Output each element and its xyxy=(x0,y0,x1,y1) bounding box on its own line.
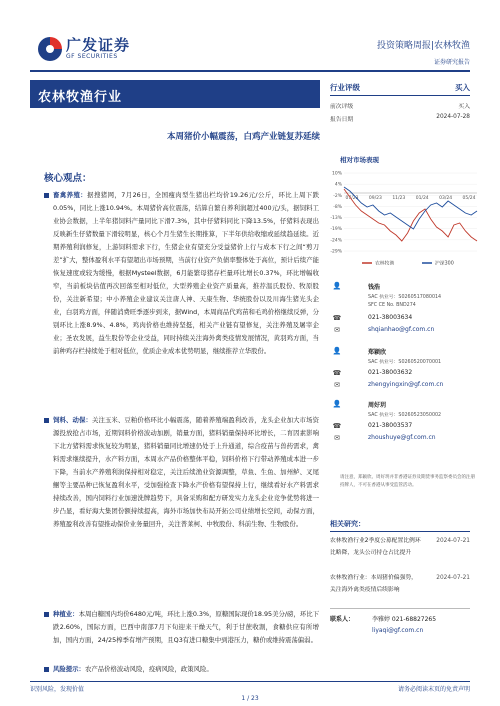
y-tick-label: -29% xyxy=(330,249,342,255)
legend-label: 沪深300 xyxy=(435,261,454,267)
rating-label: 行业评级 xyxy=(330,83,360,92)
bullet-head: 饲料、动保： xyxy=(53,416,92,424)
bullet-risk xyxy=(44,663,319,676)
footer-disclaimer-note: 请务必阅读末页的免责声明 xyxy=(397,686,470,693)
y-tick-label: -19% xyxy=(330,227,342,233)
related-item-date: 2024-07-21 xyxy=(436,538,470,544)
contact-name-phone: 李雅婷 021-68827265 xyxy=(372,616,437,623)
analyst-email[interactable]: shqianhao@gf.com.cn xyxy=(368,326,435,333)
rating-row-label: 前次评级 xyxy=(330,104,354,110)
bullet-feed xyxy=(44,414,319,531)
bullet-text: 据搜猪网，7月26日，全国瘦肉型生猪出栏均价19.26元/公斤，环比上周下跌0.05%，同比上涨10.94%。本周猪价高位震荡，结算自繁自养利润超过400元/头，据饲料工业协会数据，上半年猪饲料产量同比下滑7.3%，其中仔猪料同比下降13.5%，仔猪料表现出反映新生仔猪数量下滑较明显，核心个月生猪生长期推算，下半年供给收缩或延续趋延续。近期养殖利润修复，上游饲料需求下行，生猪企业有望充分受益猪价上行与成本下行之间“剪刀差”扩大，整体盈利水平有望超出市场预期，当前行业资产负债率整体处于高位，预计后续产能恢复速度或较为缓慢，根据Mysteel数据，6月能繁母猪存栏量环比增长0.37%，环比增幅收窄，当前板块估值再次回落至相对低位，大型养殖企业资产质量高，推荐温氏股份、牧原股份，关注新希望；中小养殖企业建议关注唐人神、天康生物、华统股份以及川海生猪光头企业，白羽鸡方面，伴随消费旺季逐步到来，据Wind，本周商品代鸡苗和毛鸡价格继续反弹，分别环比上涨8.9%、4.8%，鸡肉价格也维持坚挺，相关产业链有望修复，关注养殖及屠宰企业；圣农发展，益生股份等企业受益，同时持续关注海外禽类疫情发展情况，黄羽鸡方面，当前种鸡存栏持续处于相对低位，优质企业成本优势明显，继续推荐立华股份。 xyxy=(53,191,319,355)
x-tick-label: 11/23 xyxy=(392,196,406,201)
phone-icon: ☎ xyxy=(332,314,342,322)
related-item[interactable] xyxy=(330,535,470,559)
footer-divider xyxy=(30,681,470,682)
contact-email[interactable]: liyaqi@gf.com.cn xyxy=(372,627,424,634)
rating-row-date xyxy=(330,112,470,124)
analyst-name: 钱浩 xyxy=(368,284,381,291)
analyst-sac: SAC 执业号：S0260517080014 xyxy=(368,295,442,300)
bullet-head: 畜禽养殖： xyxy=(53,191,88,199)
rating-row-value: 2024-07-28 xyxy=(436,114,470,120)
x-tick-label: 07/23 xyxy=(345,196,359,201)
x-tick-label: 01/24 xyxy=(415,196,429,201)
rating-row-label: 报告日期 xyxy=(330,117,354,123)
bullet-planting xyxy=(44,608,319,647)
related-item-date: 2024-07-21 xyxy=(436,575,470,581)
y-tick-label: -8% xyxy=(333,204,342,210)
y-tick-label: 4% xyxy=(334,182,342,188)
series-line-agri xyxy=(344,189,477,241)
bullet-head: 种植业： xyxy=(53,610,79,618)
x-tick-label: 09/23 xyxy=(368,196,382,201)
analyst-phone: 021-38003634 xyxy=(368,314,413,321)
related-research-heading: 相关研究： xyxy=(330,520,365,528)
rating-header xyxy=(330,80,470,96)
gf-logo-icon xyxy=(37,36,63,62)
bullet-head: 风险提示： xyxy=(53,665,85,673)
core-view-heading: 核心观点： xyxy=(44,173,92,184)
report-type: 证券研究报告 xyxy=(433,59,470,66)
related-item-text[interactable]: 农林牧渔行业：本周猪价偏强势，关注海外禽类疫情后续影响 xyxy=(330,575,417,593)
mail-icon: ✉ xyxy=(334,434,340,442)
bullet-text: 关注玉米、豆粕价格环比小幅震荡，随着养殖端盈利改善，龙头企业加大市场资源投放抢占市场，近期饲料价格波动加剧，销量方面，猪料销量保持环比增长，二育因素影响下北方猪料需求恢复较为明显，猪料销量同比增速仍处于上升通道，综合疫苗与兽药需求，禽料需求继续提升，水产料方面，本周水产品价格整体平稳，饲料价格下行带动养殖成本进一步下降，当前水产养殖利润保持相对稳定，关注后续渔业资源调整，草鱼、生鱼、加州鲈、叉尾鮰等主要品种已恢复盈利水平，受加强检查下降水产价格有望保持上行，继续看好水产料需求持续改善，国内饲料行业加速洗牌趋势下，具备采购和配方研发实力龙头企业竞争优势将进一步凸显，看好海大集团份额持续提高，海外市场加快布局开拓公司业绩增长空间，动保方面，养殖盈利改善有望推动保价业务量回升，关注普莱柯、中牧股份、科前生物、生物股份。 xyxy=(53,416,320,528)
bullet-marker-icon xyxy=(44,418,49,423)
analyst-name: 郑颖欣 xyxy=(368,349,387,356)
analyst-disclaimer: 请注意，郑颖欣、周好玥并非香港证券及期货事务监察委员会的注册持牌人，不可在香港从事受监管活动。 xyxy=(340,475,475,488)
relative-performance-chart xyxy=(322,165,482,270)
report-subtitle: 本周猪价小幅震荡，白鸡产业链复苏延续 xyxy=(166,132,320,142)
bullet-text: 农产品价格波动风险，疫病风险，政策风险。 xyxy=(84,665,213,673)
phone-icon: ☎ xyxy=(332,369,342,377)
related-item[interactable] xyxy=(330,572,470,596)
analyst-sac: SAC 执业号：S0260523050002 xyxy=(368,413,442,418)
series-line-csi300 xyxy=(344,187,477,229)
legend-label: 农林牧渔 xyxy=(375,261,395,267)
y-tick-label: -13% xyxy=(330,216,342,222)
analyst-phone: 021-38003537 xyxy=(368,422,413,429)
phone-icon: ☎ xyxy=(332,422,342,430)
logo-en: GF SECURITIES xyxy=(66,53,118,60)
y-tick-label: -2% xyxy=(333,193,342,199)
y-tick-label: -24% xyxy=(330,238,342,244)
analyst-phone: 021-38003632 xyxy=(368,369,413,376)
footer-slogan: 识别风险，发现价值 xyxy=(30,686,85,693)
analyst-sfc: SFC CE No. BND274 xyxy=(368,303,416,308)
bullet-livestock xyxy=(44,189,319,358)
rating-value: 买入 xyxy=(455,83,470,92)
x-tick-label: 05/24 xyxy=(462,196,476,201)
related-divider xyxy=(330,531,470,532)
page-number: 1 / 23 xyxy=(241,695,259,702)
related-item-text[interactable]: 农林牧渔行业2季度公募配置比例环比略降，龙头公司持仓占比提升 xyxy=(330,538,421,556)
mail-icon: ✉ xyxy=(334,326,340,334)
chart-title: 相对市场表现 xyxy=(340,156,379,164)
analyst-email[interactable]: zhoushuye@gf.com.cn xyxy=(368,434,436,441)
analyst-name: 周好玥 xyxy=(368,402,387,409)
analyst-email[interactable]: zhengyingxin@gf.com.cn xyxy=(368,381,444,388)
mail-icon: ✉ xyxy=(334,381,340,389)
header-divider xyxy=(30,70,470,72)
rating-row-prev xyxy=(330,99,470,111)
bullet-marker-icon xyxy=(44,612,49,617)
person-icon: 👤 xyxy=(332,282,342,290)
report-title: 农林牧渔行业 xyxy=(30,80,320,108)
bullet-marker-icon xyxy=(44,667,49,672)
contact-divider xyxy=(330,608,470,609)
report-category: 投资策略周报|农林牧渔 xyxy=(376,41,470,51)
logo-cn: 广发证券 xyxy=(66,36,131,54)
x-tick-label: 03/24 xyxy=(439,196,453,201)
person-icon: 👤 xyxy=(332,347,342,355)
bullet-text: 本周白糖国内均价6480元/吨，环比上涨0.3%，原糖国际现价18.95美分/磅，环比下跌2.60%，国际方面，巴西中南部7月下旬迎来干燥天气，利于甘蔗收割，食糖供应有所增加，国内方面，24/25榨季有增产预期，且Q3有进口糖集中到港压力，糖价或维持震荡偏弱。 xyxy=(53,610,319,644)
analyst-sac: SAC 执业号：S0260520070001 xyxy=(368,360,442,365)
rating-row-value: 买入 xyxy=(458,104,470,110)
y-tick-label: 10% xyxy=(331,171,342,177)
bullet-marker-icon xyxy=(44,193,49,198)
person-icon: 👤 xyxy=(332,400,342,408)
contact-label: 联系人： xyxy=(330,616,355,623)
